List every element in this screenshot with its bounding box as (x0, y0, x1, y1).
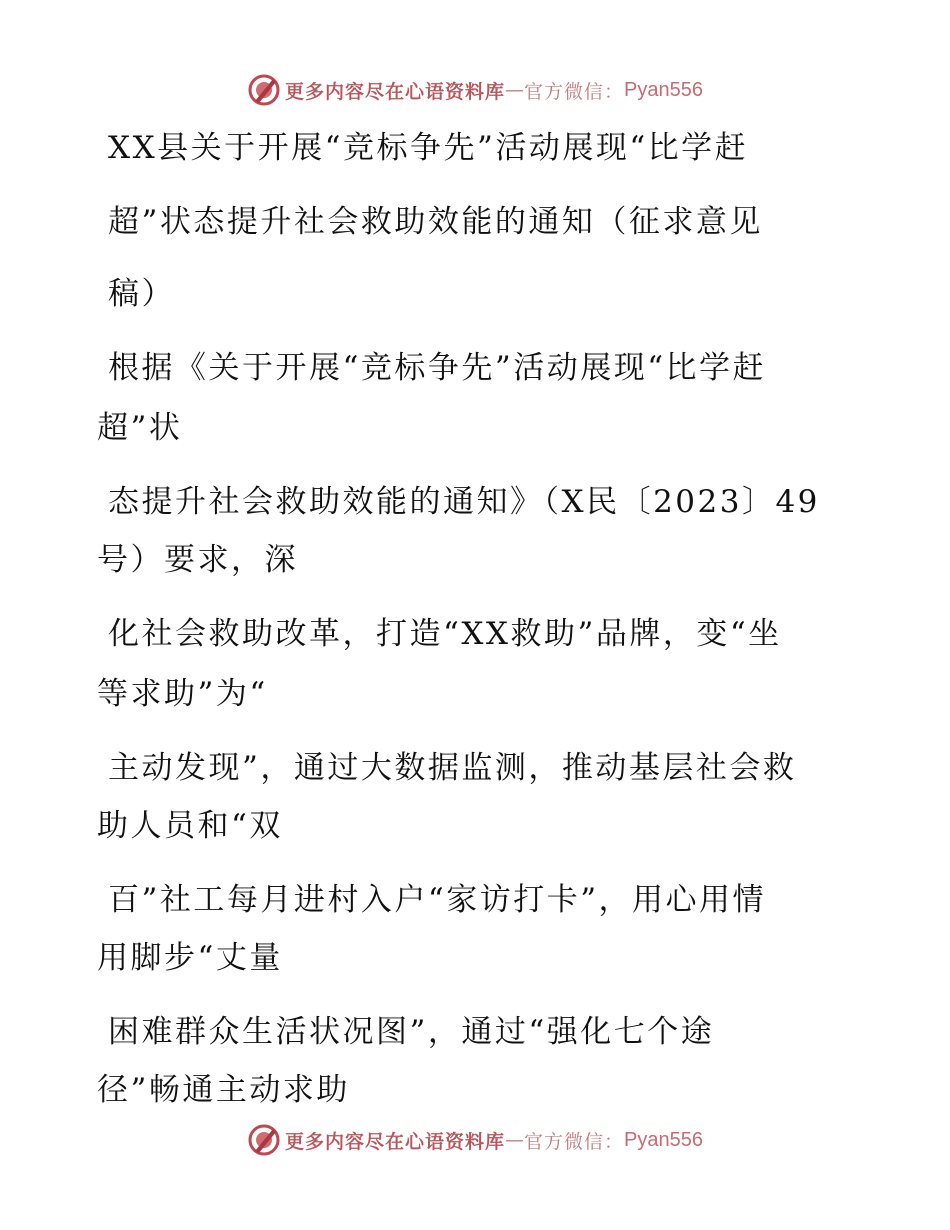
footer-watermark (0, 1120, 950, 1160)
body-line: 等求助”为“ (97, 676, 268, 712)
watermark-wechat-id: Pyan556 (624, 1128, 703, 1151)
body-line: 径”畅通主动求助 (97, 1072, 350, 1108)
body-line: 态提升社会救助效能的通知》（X民〔2023〕49 (108, 484, 820, 520)
body-line: 百”社工每月进村入户“家访打卡”，用心用情 (108, 882, 767, 918)
watermark-wechat-label: 官方微信： (524, 80, 625, 103)
body-line: 根据《关于开展“竞标争先”活动展现“比学赶 (108, 350, 767, 386)
header-watermark (0, 70, 950, 110)
title-line-3: 稿） (108, 276, 175, 312)
title-line-1: XX县关于开展“竞标争先”活动展现“比学赶 (108, 130, 749, 166)
body-line: 助人员和“双 (97, 808, 283, 844)
body-line: 化社会救助改革，打造“XX救助”品牌，变“坐 (108, 616, 782, 652)
watermark-dash: — (505, 79, 525, 101)
watermark-wechat-label: 官方微信： (524, 1130, 625, 1153)
quill-seal-icon (247, 1123, 281, 1157)
body-line: 用脚步“丈量 (97, 940, 283, 976)
title-line-2: 超”状态提升社会救助效能的通知（征求意见 (108, 204, 763, 240)
watermark-wechat-id: Pyan556 (624, 78, 703, 101)
watermark-main-text: 更多内容尽在心语资料库 (285, 80, 506, 103)
body-line: 超”状 (97, 410, 183, 446)
watermark-main-text: 更多内容尽在心语资料库 (285, 1130, 506, 1153)
quill-seal-icon (247, 73, 281, 107)
body-line: 号）要求，深 (97, 542, 298, 578)
watermark-dash: — (505, 1129, 525, 1151)
body-line: 困难群众生活状况图”，通过“强化七个途 (108, 1014, 715, 1050)
body-line: 主动发现”，通过大数据监测，推动基层社会救 (108, 750, 797, 786)
